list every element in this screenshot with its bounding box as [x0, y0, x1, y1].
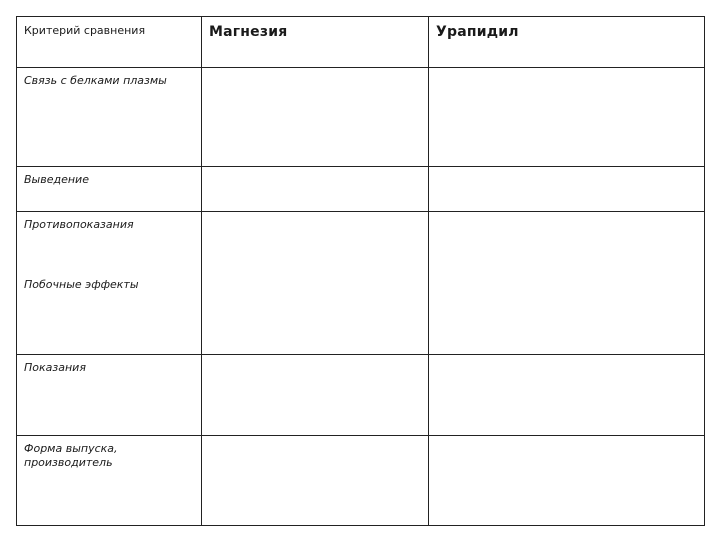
row-label-cell — [17, 212, 202, 355]
magnesia-cell — [202, 355, 429, 436]
table-header-row — [17, 17, 705, 68]
magnesia-cell — [202, 167, 429, 212]
urapidil-cell — [429, 436, 705, 526]
header-urapidil-cell: Урапидил — [429, 17, 705, 68]
header-magnesia-cell: Магнезия — [202, 17, 429, 68]
header-criteria-cell: Критерий сравнения — [17, 17, 202, 68]
urapidil-cell — [429, 355, 705, 436]
row-label-cell — [17, 68, 202, 167]
comparison-table — [16, 16, 705, 526]
table-row — [17, 436, 705, 526]
row-label-protein-binding: Связь с белками плазмы — [24, 74, 167, 87]
magnesia-cell — [202, 68, 429, 167]
urapidil-cell — [429, 212, 705, 355]
table-row — [17, 355, 705, 436]
row-label-side-effects: Побочные эффекты — [24, 278, 139, 291]
row-label-excretion: Выведение — [24, 173, 89, 186]
row-label-cell — [17, 436, 202, 526]
table-row — [17, 167, 705, 212]
row-label-release-form: Форма выпуска, производитель — [24, 442, 118, 469]
row-label-cell — [17, 167, 202, 212]
row-label-indications: Показания — [24, 361, 86, 374]
row-label-cell — [17, 355, 202, 436]
urapidil-cell — [429, 167, 705, 212]
table-row — [17, 212, 705, 355]
urapidil-cell — [429, 68, 705, 167]
magnesia-cell — [202, 436, 429, 526]
row-label-contraindications: Противопоказания — [24, 218, 134, 231]
magnesia-cell — [202, 212, 429, 355]
table-row — [17, 68, 705, 167]
